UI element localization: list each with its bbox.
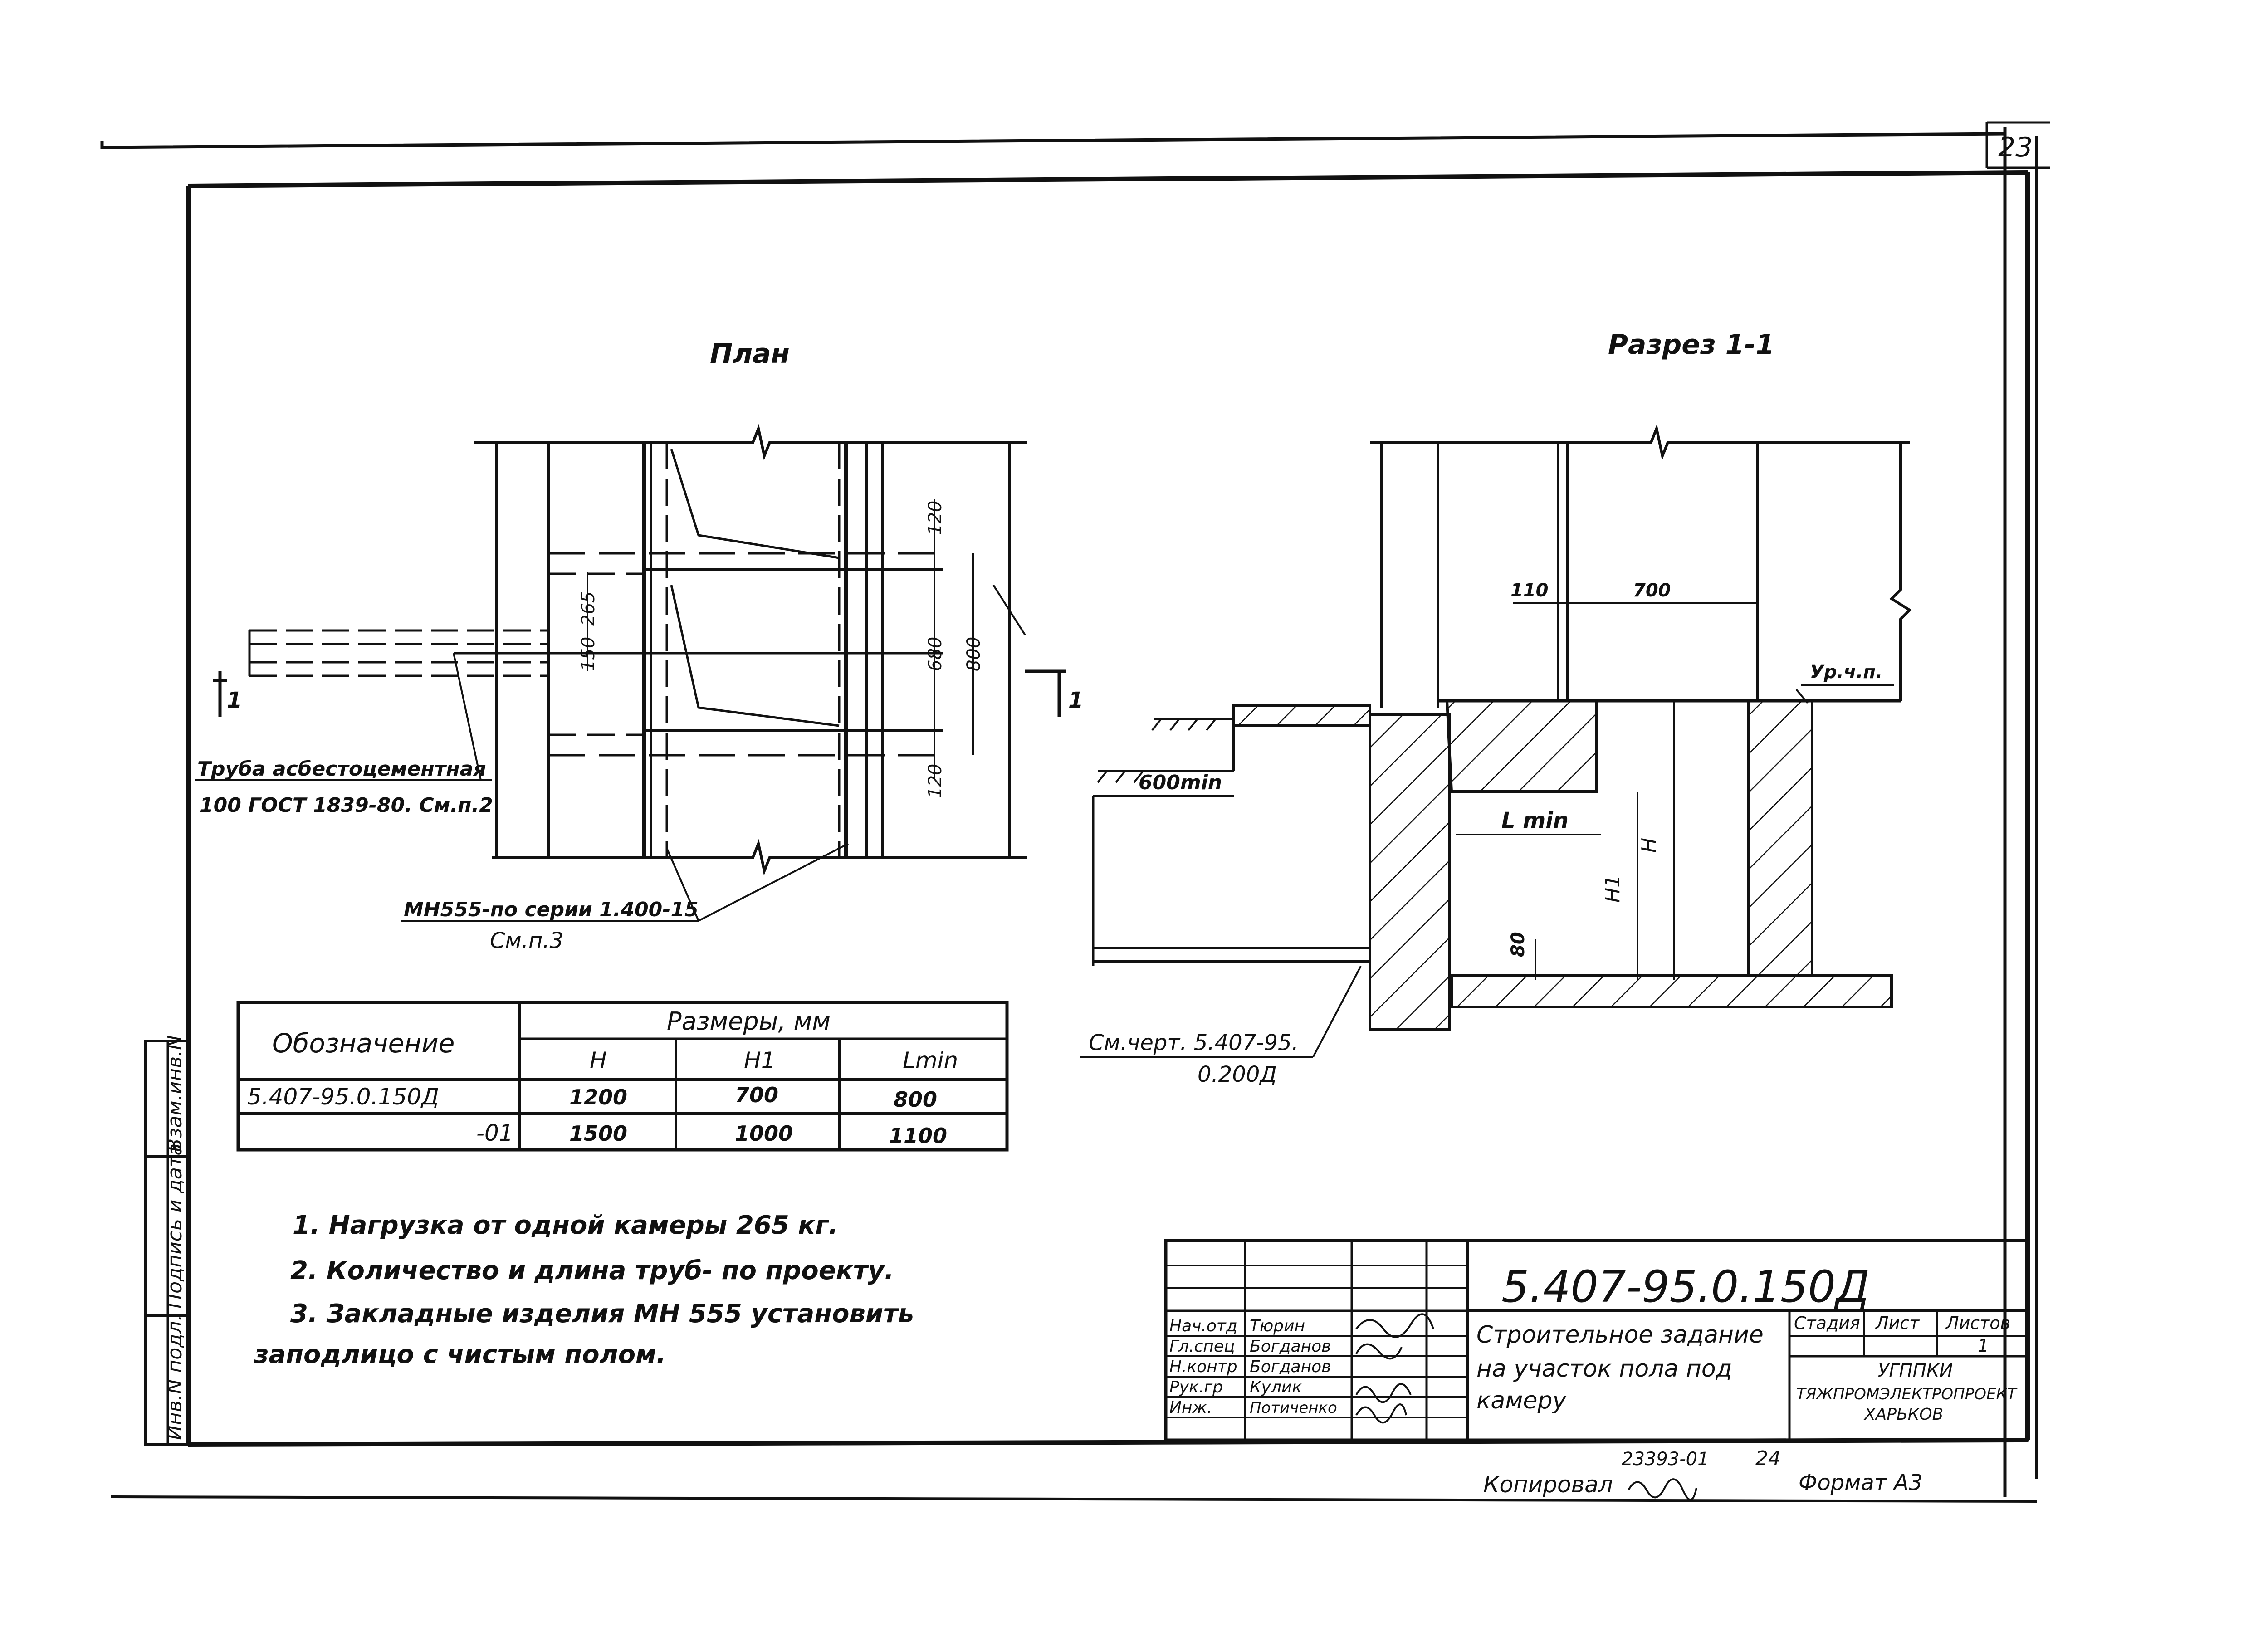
title-line2: на участок пола под xyxy=(1476,1355,1732,1383)
section-dim-h: H xyxy=(1637,837,1661,853)
table-header-designation: Обозначение xyxy=(272,1028,455,1059)
section-dim-80: 80 xyxy=(1508,932,1529,957)
pit-bottom-slab xyxy=(1452,975,1892,1007)
table-row1-h1: 700 xyxy=(735,1083,779,1107)
plan-dim-265: 265 xyxy=(578,591,599,626)
role-1: Нач.отд xyxy=(1169,1317,1237,1335)
note-3-cont: заподлицо с чистым полом. xyxy=(254,1340,666,1369)
table-row1-lmin: 800 xyxy=(894,1087,938,1112)
side-stamp-inventory: Инв.N подл. xyxy=(163,1314,186,1440)
role-5: Инж. xyxy=(1169,1398,1212,1417)
mn-label-line2: См.п.3 xyxy=(490,928,564,953)
sheets-label: Листов xyxy=(1946,1313,2010,1333)
side-stamp-signature: Подпись и дата xyxy=(163,1143,186,1309)
note-2: 2. Количество и длина труб- по проекту. xyxy=(290,1256,894,1285)
section-dim-110: 110 xyxy=(1510,580,1549,601)
org-line2: ТЯЖПРОМЭЛЕКТРОПРОЕКТ xyxy=(1796,1385,2017,1403)
section-dim-600min: 600min xyxy=(1139,771,1222,794)
title-line1: Строительное задание xyxy=(1476,1321,1764,1349)
table-row1-designation: 5.407-95.0.150Д xyxy=(247,1084,439,1110)
plan-dim-120-top: 120 xyxy=(925,500,946,535)
left-floor-slab xyxy=(1234,705,1370,726)
plan-dim-150: 150 xyxy=(578,636,599,671)
format-label: Формат А3 xyxy=(1799,1470,1923,1495)
table-row2-designation: -01 xyxy=(476,1120,513,1146)
name-1: Тюрин xyxy=(1250,1317,1305,1335)
floor-level-mark: Ур.ч.п. xyxy=(1810,662,1883,683)
table-col-h1: H1 xyxy=(744,1047,776,1074)
copied-label: Копировал xyxy=(1483,1471,1613,1498)
upper-wall-block xyxy=(1447,701,1597,792)
stage-label: Стадия xyxy=(1794,1313,1860,1333)
role-2: Гл.спец xyxy=(1169,1337,1235,1356)
name-2: Богданов xyxy=(1250,1337,1331,1356)
note-1: 1. Нагрузка от одной камеры 265 кг. xyxy=(293,1211,838,1240)
left-pit-wall xyxy=(1370,714,1449,1030)
table-row2-lmin: 1100 xyxy=(889,1124,948,1148)
pipe-label-line2: 100 ГОСТ 1839-80. См.п.2 xyxy=(200,794,493,817)
table-header-sizes: Размеры, мм xyxy=(667,1007,831,1036)
table-row2-h: 1500 xyxy=(569,1121,628,1146)
plan-section-mark-left: 1 xyxy=(227,688,242,713)
section-ref-line1: См.черт. 5.407-95. xyxy=(1089,1030,1299,1055)
role-3: Н.контр xyxy=(1169,1358,1237,1376)
copier-signature xyxy=(1628,1479,1696,1500)
plan-section-mark-right: 1 xyxy=(1068,688,1084,713)
sheets-value: 1 xyxy=(1978,1336,1989,1356)
section-dim-700: 700 xyxy=(1633,580,1671,601)
section-view xyxy=(1080,429,1910,1057)
doc-code: 5.407-95.0.150Д xyxy=(1501,1261,1870,1312)
section-ref-line2: 0.200Д xyxy=(1198,1062,1277,1087)
name-3: Богданов xyxy=(1250,1358,1331,1376)
page-number: 23 xyxy=(1998,132,2033,163)
mn-label-line1: МН555-по серии 1.400-15 xyxy=(404,898,699,921)
name-4: Кулик xyxy=(1250,1378,1302,1397)
plan-title: План xyxy=(710,338,790,370)
pipe-label-line1: Труба асбестоцементная xyxy=(197,757,486,781)
section-dim-lmin: L min xyxy=(1501,808,1569,833)
side-stamp-replacement: Взам.инв.N xyxy=(163,1035,186,1152)
sheet-label: Лист xyxy=(1876,1313,1920,1333)
table-col-h: H xyxy=(590,1047,607,1074)
plan-dim-800: 800 xyxy=(963,636,984,671)
note-3: 3. Закладные изделия МН 555 установить xyxy=(290,1299,914,1329)
org-line3: ХАРЬКОВ xyxy=(1864,1405,1944,1424)
section-title: Разрез 1-1 xyxy=(1608,329,1775,361)
role-4: Рук.гр xyxy=(1169,1378,1223,1397)
plan-dim-680: 680 xyxy=(925,636,946,671)
title-line3: камеру xyxy=(1476,1387,1567,1414)
inventory-number: 23393-01 xyxy=(1622,1449,1709,1470)
inventory-page: 24 xyxy=(1755,1447,1781,1470)
table-col-lmin: Lmin xyxy=(903,1047,958,1074)
table-row2-h1: 1000 xyxy=(735,1121,793,1146)
right-pit-wall xyxy=(1749,701,1812,975)
name-5: Потиченко xyxy=(1250,1399,1337,1417)
table-row1-h: 1200 xyxy=(569,1085,628,1109)
section-dim-h1: H1 xyxy=(1601,875,1624,903)
plan-dim-120-bottom: 120 xyxy=(925,763,946,798)
org-line1: УГППКИ xyxy=(1878,1360,1953,1381)
